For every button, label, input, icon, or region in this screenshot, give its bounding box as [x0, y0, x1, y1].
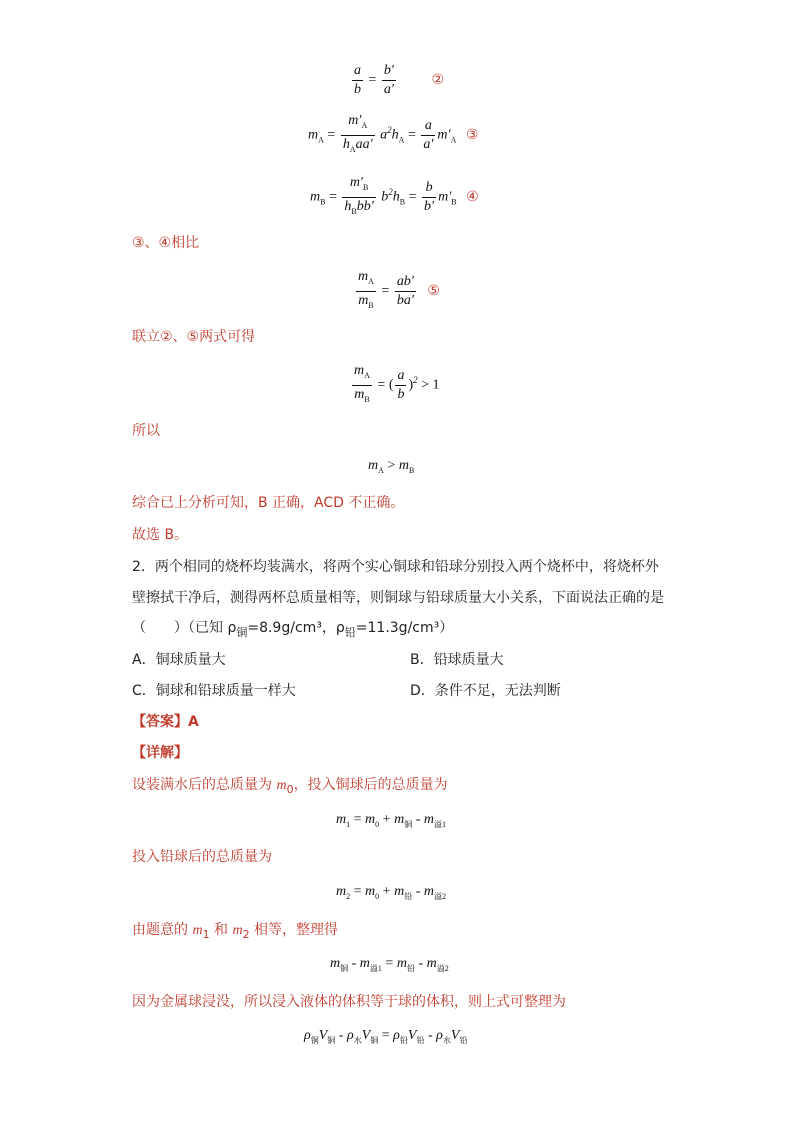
superscript: 2: [387, 124, 392, 135]
text-total-mass-water: [132, 776, 448, 799]
symbol: m′: [438, 189, 452, 205]
denominator: m: [354, 386, 365, 402]
symbol: m: [308, 127, 319, 143]
subscript: 2: [346, 891, 351, 901]
text-conclusion: 综合已上分析可知，B 正确，ACD 不正确。: [132, 495, 405, 511]
subscript: A: [378, 465, 384, 475]
symbol: m: [394, 884, 405, 899]
text: =11.3g/cm³）: [355, 620, 454, 636]
equation-tag: ⑤: [427, 282, 440, 299]
operator: =: [350, 812, 366, 827]
denominator: h: [344, 198, 352, 214]
denominator: ba′: [396, 292, 414, 308]
denominator-rest: aa′: [355, 136, 373, 152]
symbol: ρ: [304, 1028, 311, 1043]
fraction: [422, 179, 436, 216]
equation-10: [330, 956, 449, 974]
subscript: 水: [442, 1035, 451, 1045]
text-volume-equal: 因为金属球浸没，所以浸入液体的体积等于球的体积，则上式可整理为: [132, 994, 566, 1010]
option-c: C．铜球和铅球质量一样大: [132, 683, 296, 699]
paren: (: [388, 377, 394, 393]
numerator: ab′: [395, 273, 416, 292]
denominator: a′: [423, 136, 434, 152]
denominator: h: [342, 136, 350, 152]
fraction: [352, 62, 363, 99]
numerator: m: [354, 363, 365, 378]
numerator: a: [395, 367, 406, 386]
subscript: A: [364, 370, 370, 380]
subscript: 1: [202, 927, 210, 941]
numerator: m′: [349, 175, 363, 190]
symbol: m: [232, 923, 243, 938]
symbol: m: [330, 956, 341, 971]
equation-tag: ④: [466, 188, 479, 205]
fraction: [421, 117, 435, 154]
equation-11: [304, 1028, 467, 1046]
numerator: b′: [382, 62, 396, 81]
subscript: 铜: [236, 625, 248, 639]
symbol: h: [391, 127, 399, 143]
operator: +: [379, 884, 395, 899]
denominator: b′: [424, 198, 435, 214]
numerator: a: [352, 62, 363, 81]
equals-sign: =: [368, 72, 377, 88]
text-choose: 故选 B。: [132, 527, 189, 543]
subscript: 铜: [310, 1035, 319, 1045]
symbol: m: [368, 458, 379, 473]
subscript: 铅: [399, 1035, 408, 1045]
subscript: B: [399, 197, 406, 207]
denominator: b: [354, 82, 361, 97]
answer-line: [132, 713, 199, 731]
text: =8.9g/cm³，ρ: [247, 620, 345, 636]
numerator: m: [358, 269, 369, 284]
subscript: B: [408, 465, 415, 475]
symbol: m: [336, 884, 347, 899]
subscript: 0: [375, 891, 380, 901]
equation-tag: ③: [465, 126, 479, 143]
fraction: [342, 174, 375, 221]
symbol: m: [359, 956, 370, 971]
numerator: a: [421, 117, 435, 136]
text-equal-condition: [132, 921, 338, 944]
subscript: 溢1: [433, 819, 446, 829]
subscript: A: [450, 135, 457, 145]
subscript: 0: [375, 819, 380, 829]
equation-2: [350, 62, 444, 99]
fraction: [395, 367, 406, 404]
operator: >: [383, 458, 399, 473]
fraction: [341, 112, 375, 159]
option-d: D．条件不足，无法判断: [410, 683, 561, 699]
subscript: 铜: [327, 1035, 336, 1045]
fraction: [352, 362, 372, 409]
fraction: [382, 62, 396, 99]
subscript: B: [363, 182, 369, 192]
symbol: V: [450, 1028, 460, 1043]
superscript: 2: [413, 374, 418, 385]
operator: -: [335, 1028, 347, 1043]
numerator: b: [422, 179, 436, 198]
text: 设装满水后的总质量为: [132, 777, 277, 793]
numerator: m′: [348, 113, 362, 128]
equation-3: $m_A$ = $\frac{m'_A}{h_Aaa'}$ $a^2h_A$ = $\frac{a}{a'}$ $m'_A$ ③: [308, 112, 478, 159]
symbol: V: [361, 1028, 371, 1043]
symbol: m: [394, 812, 405, 827]
superscript: 2: [388, 186, 393, 197]
subscript: 铜: [370, 1035, 379, 1045]
equation-7: [368, 458, 414, 475]
equation-6: $\frac{m_A}{m_B}$ = ( $\frac{a}{b}$ )$^2$ > 1: [350, 362, 440, 409]
symbol: m: [192, 923, 203, 938]
operator: =: [378, 1028, 394, 1043]
subscript: 铜: [340, 963, 349, 973]
text: 由题意的: [132, 922, 193, 938]
subscript: 溢1: [369, 963, 382, 973]
comparison: > 1: [417, 377, 440, 393]
text: 和: [209, 922, 233, 938]
text: ，投入铜球后的总质量为: [293, 777, 448, 793]
subscript: A: [361, 120, 368, 130]
symbol: m: [365, 812, 376, 827]
subscript: 铅: [344, 625, 356, 639]
symbol: m: [398, 458, 409, 473]
symbol: V: [407, 1028, 417, 1043]
equation-8: [336, 812, 446, 830]
text: 相等，整理得: [249, 922, 339, 938]
operator: +: [379, 812, 395, 827]
subscript: A: [398, 135, 405, 145]
answer-value: A: [188, 714, 199, 730]
equation-4: $m_B$ = $\frac{m'_B}{h_Bbb'}$ $b^2h_B$ = $\frac{b}{b'}$ $m'_B$ ④: [310, 174, 479, 221]
subscript: 水: [353, 1035, 362, 1045]
text-combine: 联立②、⑤两式可得: [132, 329, 256, 345]
subscript: A: [349, 144, 356, 154]
fraction: [395, 273, 416, 310]
detail-label: 【详解】: [132, 745, 188, 761]
subscript: 1: [346, 819, 351, 829]
operator: -: [412, 812, 424, 827]
paren: ): [408, 377, 414, 393]
question-2-line-1: 2．两个相同的烧杯均装满水，将两个实心铜球和铅球分别投入两个烧杯中，将烧杯外: [132, 559, 659, 575]
subscript: 铅: [416, 1035, 425, 1045]
subscript: 铅: [404, 891, 413, 901]
denominator: m: [358, 292, 369, 308]
equation-tag: ②: [431, 71, 445, 88]
operator: -: [412, 884, 424, 899]
operator: -: [414, 956, 427, 971]
symbol: ρ: [346, 1028, 354, 1043]
subscript: 铅: [459, 1035, 468, 1045]
symbol: a: [380, 127, 388, 143]
text: （ ）（已知 ρ: [132, 620, 237, 636]
answer-label: 【答案】: [132, 714, 188, 730]
symbol: m: [276, 778, 287, 793]
denominator: a′: [383, 82, 394, 97]
option-a: A．铜球质量大: [132, 652, 226, 668]
symbol: m′: [437, 127, 451, 143]
symbol: m: [423, 884, 434, 899]
operator: =: [381, 956, 397, 971]
subscript: 0: [286, 782, 294, 796]
symbol: ρ: [393, 1028, 400, 1043]
symbol: m: [310, 189, 321, 205]
subscript: B: [368, 300, 374, 310]
symbol: h: [392, 189, 400, 205]
subscript: 2: [242, 927, 250, 941]
operator: -: [348, 956, 360, 971]
text-after-lead: 投入铅球后的总质量为: [132, 849, 272, 865]
text-compare: ③、④相比: [132, 235, 200, 251]
symbol: m: [426, 956, 437, 971]
subscript: B: [451, 197, 457, 207]
question-2-line-2: 壁擦拭干净后，测得两杯总质量相等，则铜球与铅球质量大小关系，下面说法正确的是: [132, 590, 664, 606]
subscript: 铅: [406, 963, 415, 973]
subscript: B: [364, 394, 370, 404]
subscript: B: [351, 206, 357, 216]
operator: -: [424, 1028, 437, 1043]
subscript: 溢2: [433, 891, 446, 901]
symbol: ρ: [436, 1028, 443, 1043]
symbol: V: [318, 1028, 328, 1043]
symbol: m: [365, 884, 376, 899]
subscript: A: [368, 276, 374, 286]
question-2-line-3: [132, 619, 453, 642]
subscript: 铜: [404, 819, 413, 829]
subscript: 溢2: [436, 963, 449, 973]
operator: =: [350, 884, 366, 899]
symbol: m: [336, 812, 347, 827]
denominator-rest: bb′: [356, 198, 374, 214]
denominator: b: [397, 386, 405, 402]
equation-9: [336, 884, 446, 902]
symbol: m: [396, 956, 407, 971]
symbol: m: [423, 812, 434, 827]
fraction: [356, 268, 376, 315]
symbol: b: [381, 189, 389, 205]
subscript: A: [318, 135, 324, 145]
option-b: B．铅球质量大: [410, 652, 504, 668]
text-so: 所以: [132, 423, 160, 439]
equation-5: $\frac{m_A}{m_B}$ = $\frac{ab'}{ba'}$ ⑤: [354, 268, 440, 315]
subscript: B: [320, 197, 326, 207]
